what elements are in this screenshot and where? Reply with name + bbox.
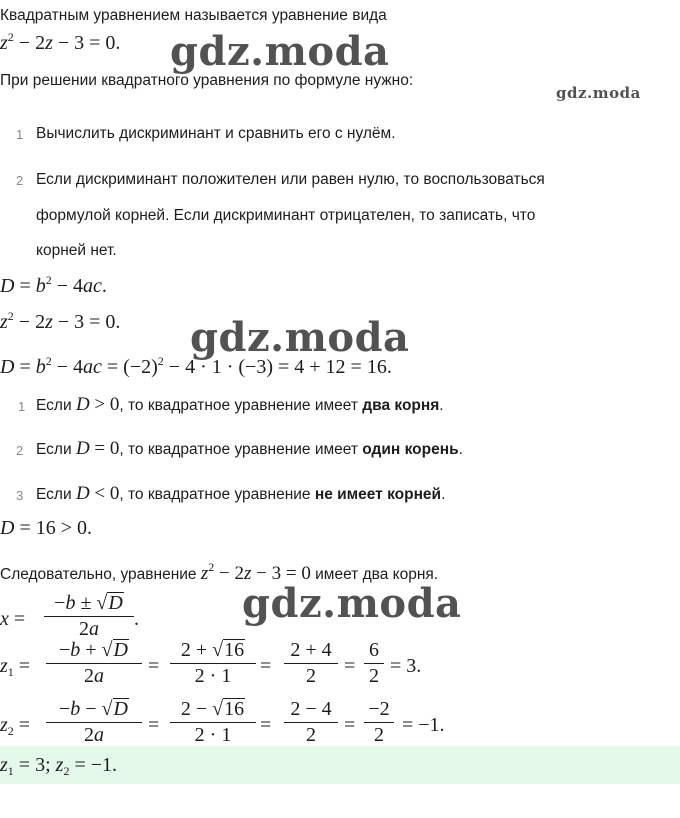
- watermark: gdz.moda: [556, 84, 641, 102]
- equals: =: [148, 714, 160, 736]
- root-formula-lhs: x =: [0, 608, 26, 630]
- list-item: Вычислить дискриминант и сравнить его с нулём.: [36, 125, 396, 142]
- z2-fraction-simplified: 2 − 4 2: [284, 698, 338, 747]
- answer-box: [0, 746, 680, 784]
- list-item: Если D < 0, то квадратное уравнение не имеет корней.: [36, 483, 446, 504]
- z2-value: = −1.: [402, 714, 445, 736]
- equals: =: [344, 714, 356, 736]
- method-intro: При решении квадратного уравнения по формуле нужно:: [0, 72, 414, 89]
- equation: $z^2 - 2z - 3 = 0$.: [0, 309, 121, 333]
- discriminant-formula: $D = b^2 - 4ac$.: [0, 273, 107, 297]
- list-item: Если D > 0, то квадратное уравнение имеет два корня.: [36, 394, 444, 415]
- z1-lhs: $z_1$ =: [0, 655, 31, 679]
- watermark: gdz.moda: [242, 580, 462, 627]
- conclusion: Следовательно, уравнение $z^2 - 2z - 3 = 0$ имеет два корня.: [0, 560, 439, 584]
- list-number: 2: [16, 443, 24, 458]
- list-item: Если D = 0, то квадратное уравнение имеет один корень.: [36, 438, 463, 459]
- z1-result: =: [344, 655, 356, 677]
- list-number: 1: [16, 127, 24, 142]
- list-item: Если дискриминант положителен или равен нулю, то воспользоваться: [36, 171, 545, 188]
- z2-fraction-substituted: 2 − √16 2 · 1: [170, 698, 256, 747]
- equals: =: [260, 714, 272, 736]
- z2-fraction-final: −2 2: [364, 698, 394, 747]
- discriminant-value: D = 16 > 0.: [0, 517, 93, 539]
- z1-fraction-final: 6 2: [364, 639, 384, 688]
- list-number: 3: [16, 488, 24, 503]
- watermark: gdz.moda: [170, 28, 390, 75]
- z2-lhs: $z_2$ =: [0, 714, 31, 738]
- answer-formula: $z_1 = 3$; $z_2 = -1$.: [0, 754, 117, 778]
- list-number: 1: [18, 399, 26, 414]
- z1-fraction-substituted: 2 + √16 2 · 1: [170, 639, 256, 688]
- list-item: корней нет.: [36, 242, 117, 259]
- watermark: gdz.moda: [190, 314, 410, 361]
- discriminant-calculation: $D = b^2 - 4ac = (-2)^2 - 4 \cdot 1 \cdot (-3) = 4 + 12 = 16$.: [0, 354, 392, 378]
- equals: =: [148, 655, 160, 677]
- root-formula-fraction: −b ± √D 2a: [44, 592, 134, 641]
- z1-fraction-simplified: 2 + 4 2: [284, 639, 338, 688]
- z1-fraction-general: −b + √D 2a: [46, 639, 142, 688]
- z1-value: = 3.: [390, 655, 422, 677]
- list-item: формулой корней. Если дискриминант отрицателен, то записать, что: [36, 207, 536, 224]
- intro-text: Квадратным уравнением называется уравнение вида: [0, 7, 387, 24]
- punctuation: .: [134, 608, 139, 630]
- z2-fraction-general: −b − √D 2a: [46, 698, 142, 747]
- intro-formula: $z^2 - 2z - 3 = 0$.: [0, 30, 121, 54]
- list-number: 2: [16, 173, 24, 188]
- equals: =: [260, 655, 272, 677]
